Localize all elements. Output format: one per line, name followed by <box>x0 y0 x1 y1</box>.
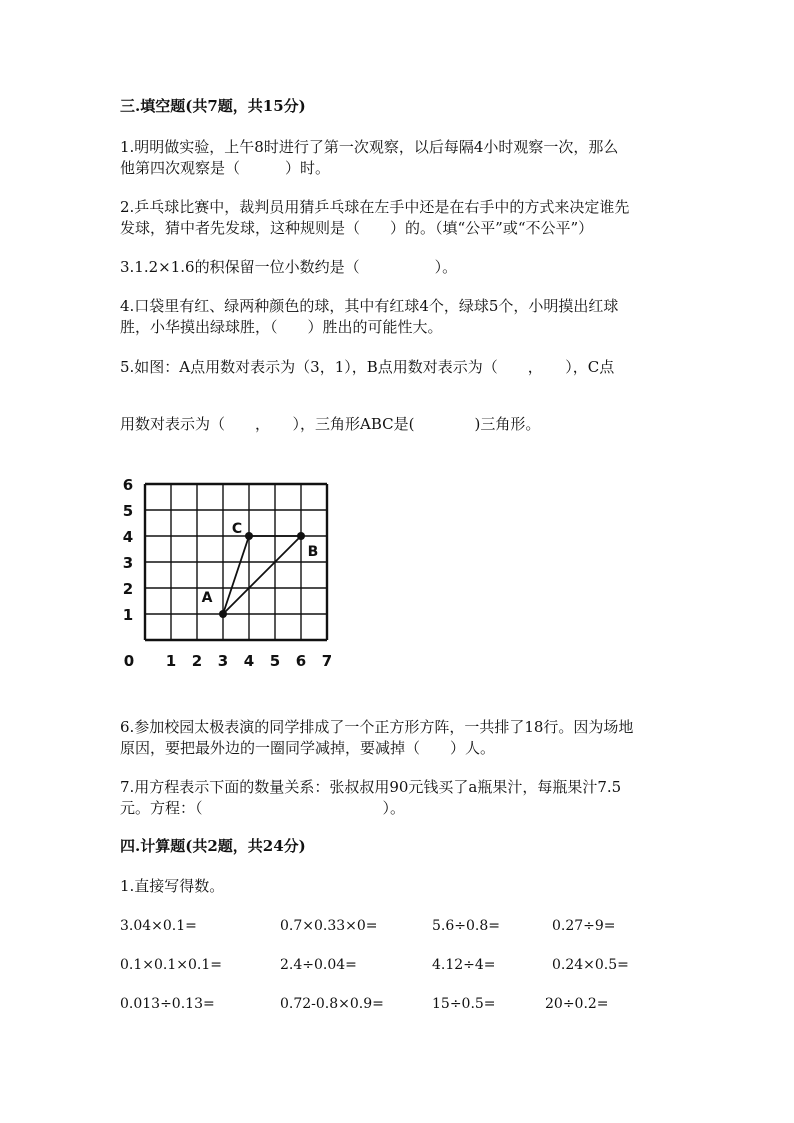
calc-item: 5.6÷0.8= <box>432 918 500 934</box>
calc-item: 0.7×0.33×0= <box>280 918 378 934</box>
coordinate-grid-figure <box>112 476 352 673</box>
calc-question-1-title: 1.直接写得数。 <box>120 877 225 895</box>
y-axis-tick-label: 5 <box>122 502 134 520</box>
calc-item: 0.24×0.5= <box>552 957 629 973</box>
y-axis-tick-label: 1 <box>122 606 134 624</box>
calc-item: 0.72-0.8×0.9= <box>280 996 384 1012</box>
question-6-line-2: 原因，要把最外边的一圈同学减掉，要减掉（ ）人。 <box>120 739 496 757</box>
calc-item: 0.27÷9= <box>552 918 616 934</box>
y-axis-tick-label: 3 <box>122 554 134 572</box>
point-a-label: A <box>201 590 213 606</box>
calc-item: 2.4÷0.04= <box>280 957 357 973</box>
point-b-marker <box>297 532 305 540</box>
question-1-line-1: 1.明明做实验，上午8时进行了第一次观察，以后每隔4小时观察一次，那么 <box>120 138 619 156</box>
section-4-heading: 四.计算题(共2题，共24分) <box>120 837 306 855</box>
y-axis-tick-label: 6 <box>122 476 134 494</box>
point-a-marker <box>219 610 227 618</box>
calc-item: 4.12÷4= <box>432 957 496 973</box>
calc-item: 0.1×0.1×0.1= <box>120 957 222 973</box>
point-c-marker <box>245 532 253 540</box>
question-4-line-1: 4.口袋里有红、绿两种颜色的球，其中有红球4个，绿球5个，小明摸出红球 <box>120 297 619 315</box>
point-b-label: B <box>307 544 319 560</box>
question-7-line-1: 7.用方程表示下面的数量关系：张叔叔用90元钱买了a瓶果汁，每瓶果汁7.5 <box>120 778 622 796</box>
x-axis-tick-label: 0 <box>123 652 135 670</box>
point-c-label: C <box>231 521 243 537</box>
question-7-line-2: 元。方程：（ ）。 <box>120 799 406 817</box>
question-5-line-2: 用数对表示为（ ， ），三角形ABC是( )三角形。 <box>120 415 541 433</box>
calc-item: 15÷0.5= <box>432 996 496 1012</box>
triangle-side <box>223 536 301 614</box>
question-2-line-2: 发球，猜中者先发球，这种规则是（ ）的。（填“公平”或“不公平”） <box>120 219 594 237</box>
x-axis-tick-label: 7 <box>321 652 333 670</box>
x-axis-tick-label: 4 <box>243 652 255 670</box>
x-axis-tick-label: 6 <box>295 652 307 670</box>
question-1-line-2: 他第四次观察是（ ）时。 <box>120 159 331 177</box>
question-4-line-2: 胜，小华摸出绿球胜，（ ）胜出的可能性大。 <box>120 318 443 336</box>
question-3-line-1: 3.1.2×1.6的积保留一位小数约是（ ）。 <box>120 258 458 276</box>
calc-item: 3.04×0.1= <box>120 918 197 934</box>
x-axis-tick-label: 5 <box>269 652 281 670</box>
section-3-heading: 三.填空题(共7题，共15分) <box>120 97 306 115</box>
triangle-side <box>223 536 249 614</box>
calc-item: 20÷0.2= <box>545 996 609 1012</box>
question-2-line-1: 2.乒乓球比赛中，裁判员用猜乒乓球在左手中还是在右手中的方式来决定谁先 <box>120 198 630 216</box>
calc-item: 0.013÷0.13= <box>120 996 215 1012</box>
question-6-line-1: 6.参加校园太极表演的同学排成了一个正方形方阵，一共排了18行。因为场地 <box>120 718 634 736</box>
y-axis-tick-label: 2 <box>122 580 134 598</box>
question-5-line-1: 5.如图：A点用数对表示为（3，1），B点用数对表示为（ ， ），C点 <box>120 358 615 376</box>
x-axis-tick-label: 1 <box>165 652 177 670</box>
x-axis-tick-label: 3 <box>217 652 229 670</box>
x-axis-tick-label: 2 <box>191 652 203 670</box>
y-axis-tick-label: 4 <box>122 528 134 546</box>
coordinate-grid-svg <box>112 476 352 673</box>
